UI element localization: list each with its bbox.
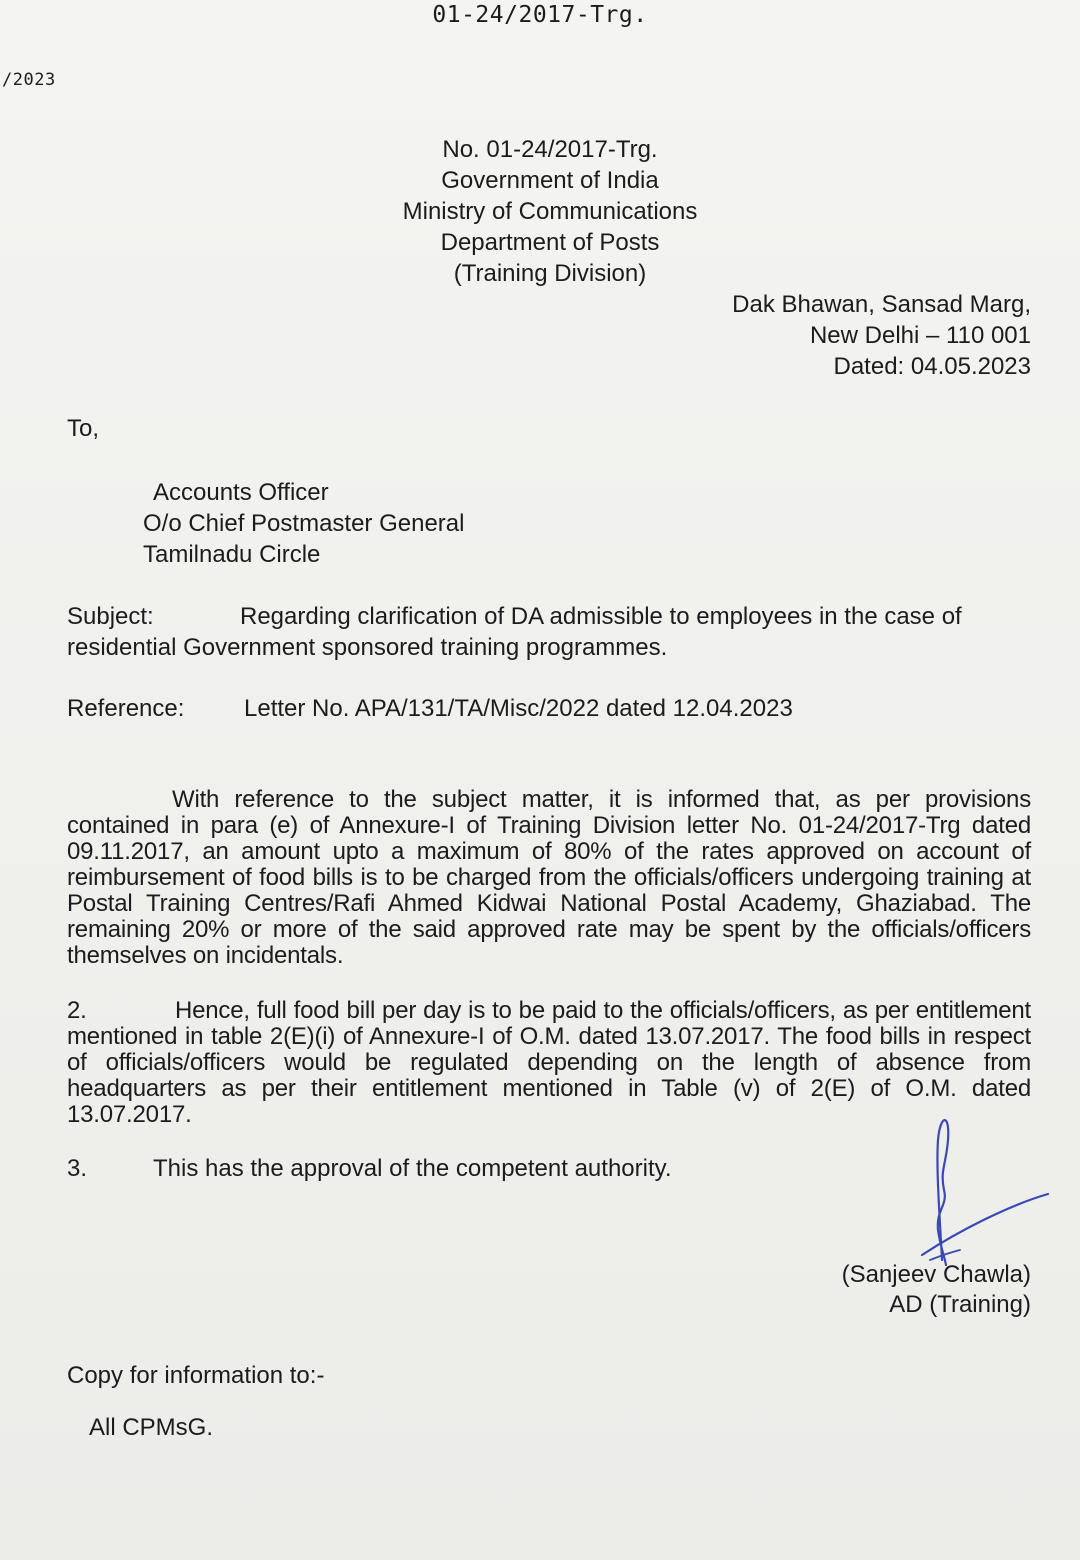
paragraph-1 xyxy=(67,787,1031,969)
address-line-2: New Delhi – 110 001 xyxy=(809,322,1031,349)
paragraph-3-text: This has the approval of the competent authority. xyxy=(153,1155,672,1182)
paragraph-1-text: With reference to the subject matter, it is informed that, as per provisions contained in para (e) of Annexure-I of Training Division letter No. 01-24/2017-Trg dated 09.11.2017, an amount upto a maximum of 80% of the rates approved on account of reimbursement of food bills is to be charged from the officials/officers undergoing training at Postal Training Centres/Rafi Ahmed Kidwai National Postal Academy, Ghaziabad. The remaining 20% or more of the said approved rate may be spent by the officials/officers themselves on incidentals. xyxy=(67,786,1031,969)
signatory-name: (Sanjeev Chawla) xyxy=(841,1261,1031,1288)
reference-text: Letter No. APA/131/TA/Misc/2022 dated 12.04.2023 xyxy=(244,695,793,722)
paragraph-2-number: 2. xyxy=(67,997,87,1024)
recipient-line-3: Tamilnadu Circle xyxy=(143,541,321,568)
top-file-reference: 01-24/2017-Trg. xyxy=(432,2,648,28)
paragraph-3 xyxy=(67,1155,672,1183)
recipient-block xyxy=(143,477,464,570)
copy-recipients: All CPMsG. xyxy=(89,1414,214,1441)
subject-text: Regarding clarification of DA admissible to employees in the case of residential Government sponsored training programmes. xyxy=(67,603,962,661)
signatory-designation: AD (Training) xyxy=(889,1291,1031,1318)
reference-block xyxy=(67,695,793,723)
paragraph-2 xyxy=(67,998,1031,1128)
sender-address xyxy=(732,289,1031,382)
recipient-line-2: O/o Chief Postmaster General xyxy=(143,510,465,537)
to-label: To, xyxy=(67,415,100,442)
letter-date: Dated: 04.05.2023 xyxy=(833,353,1031,380)
department-name: Department of Posts xyxy=(440,229,660,256)
file-number: No. 01-24/2017-Trg. xyxy=(442,136,658,163)
paragraph-3-number: 3. xyxy=(67,1155,88,1182)
letterhead xyxy=(300,134,800,289)
government-name: Government of India xyxy=(441,167,659,194)
division-name: (Training Division) xyxy=(453,260,647,287)
address-line-1: Dak Bhawan, Sansad Marg, xyxy=(732,291,1031,318)
ministry-name: Ministry of Communications xyxy=(402,198,698,225)
corner-reference: /2023 xyxy=(2,70,56,90)
subject-block xyxy=(67,601,1031,663)
paragraph-2-text: Hence, full food bill per day is to be paid to the officials/officers, as per entitlement mentioned in table 2(E)(i) of Annexure-I of O.M. dated 13.07.2017. The food bills in respect of officials/officers would be regulated depending on the length of absence from headquarters as per their entitlement mentioned in Table (v) of 2(E) of O.M. dated 13.07.2017. xyxy=(67,997,1031,1128)
subject-label: Subject: xyxy=(67,603,154,630)
copy-label: Copy for information to:- xyxy=(67,1362,325,1389)
reference-label: Reference: xyxy=(67,695,185,722)
recipient-line-1: Accounts Officer xyxy=(153,479,329,506)
signatory-block xyxy=(842,1260,1031,1320)
